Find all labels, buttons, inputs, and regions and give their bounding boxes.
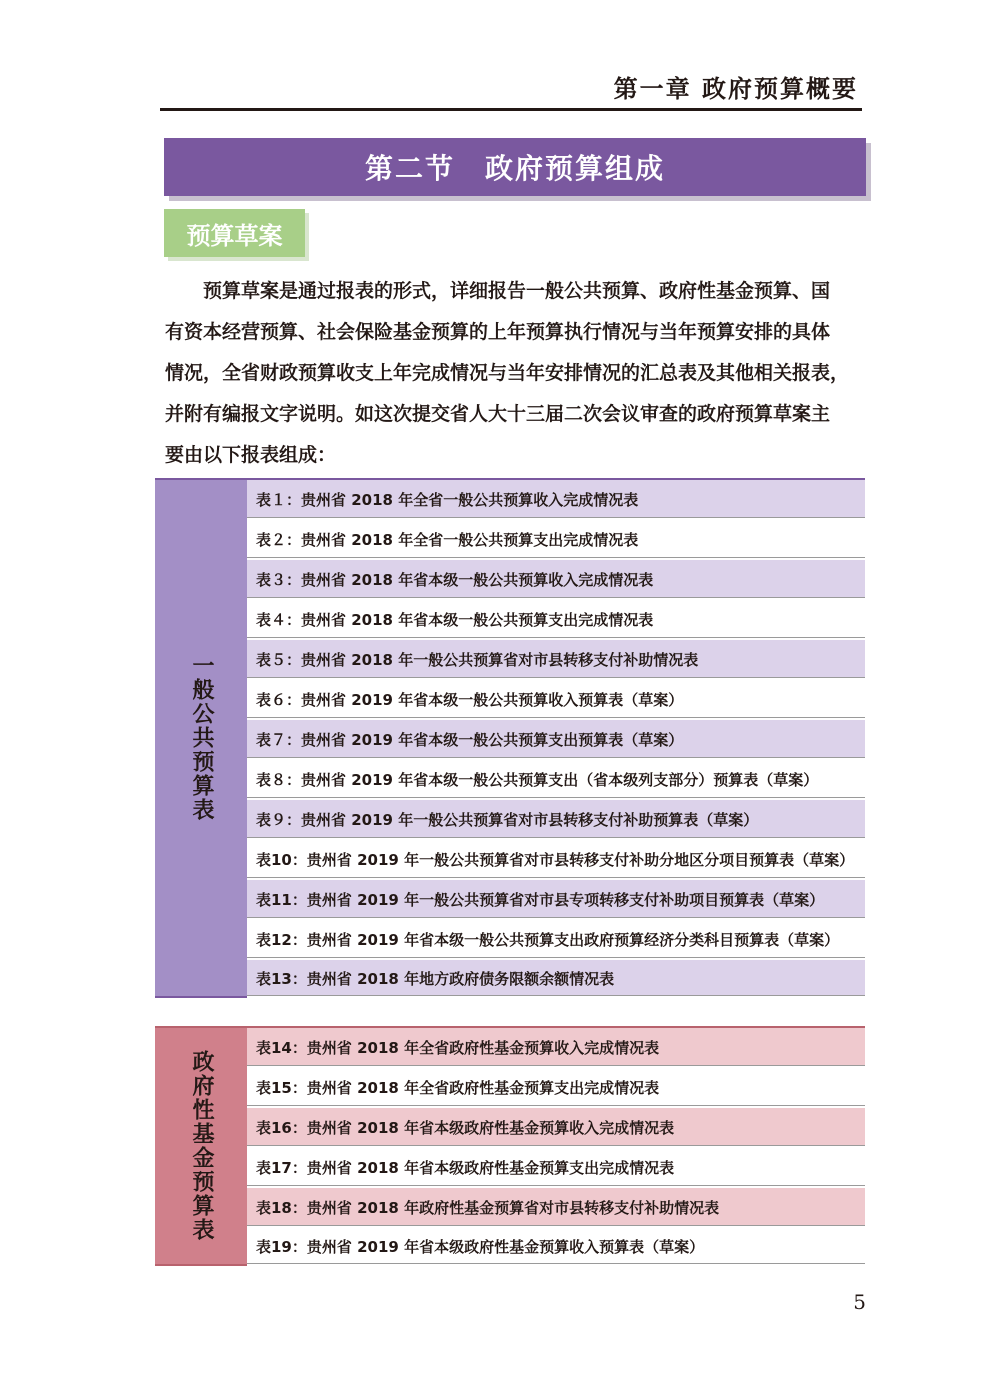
table-list-item-label: 表４：贵州省 2018 年省本级一般公共预算支出完成情况表 [256, 610, 654, 629]
table-list-item [247, 1068, 865, 1108]
paragraph-line: 要由以下报表组成： [165, 444, 337, 466]
group-label-text: 政府性基金预算表 [189, 1050, 214, 1242]
paragraph-line: 并附有编报文字说明。如这次提交省人大十三届二次会议审查的政府预算草案主 [165, 403, 831, 425]
subsection-title: 预算草案 [186, 221, 283, 250]
general-public-budget-group [155, 478, 865, 998]
table-list-item [247, 960, 865, 998]
table-list-item [247, 1028, 865, 1068]
table-list-item-label: 表２：贵州省 2018 年全省一般公共预算支出完成情况表 [256, 530, 639, 549]
chapter-title: 第一章 政府预算概要 [613, 74, 858, 103]
table-list-item [247, 800, 865, 840]
table-list [247, 480, 865, 998]
table-list-item-label: 表７：贵州省 2019 年省本级一般公共预算支出预算表（草案） [256, 730, 684, 749]
table-list-item [247, 1228, 865, 1266]
table-list [247, 1028, 865, 1266]
section-banner [164, 138, 866, 196]
table-list-item [247, 1148, 865, 1188]
table-list-item-label: 表18：贵州省 2018 年政府性基金预算省对市县转移支付补助情况表 [256, 1198, 720, 1217]
intro-paragraph [165, 271, 865, 476]
table-list-item [247, 520, 865, 560]
table-list-item [247, 840, 865, 880]
table-list-item-label: 表１：贵州省 2018 年全省一般公共预算收入完成情况表 [256, 490, 639, 509]
table-list-item-label: 表11：贵州省 2019 年一般公共预算省对市县专项转移支付补助项目预算表（草案） [256, 890, 825, 909]
table-list-item-label: 表12：贵州省 2019 年省本级一般公共预算支出政府预算经济分类科目预算表（草案） [256, 930, 840, 949]
table-list-item [247, 1188, 865, 1228]
table-list-item-label: 表５：贵州省 2018 年一般公共预算省对市县转移支付补助情况表 [256, 650, 699, 669]
table-list-item-label: 表16：贵州省 2018 年省本级政府性基金预算收入完成情况表 [256, 1118, 675, 1137]
table-list-item-label: 表10：贵州省 2019 年一般公共预算省对市县转移支付补助分地区分项目预算表（草案） [256, 850, 855, 869]
table-list-item [247, 1108, 865, 1148]
group-label-text: 一般公共预算表 [189, 654, 214, 822]
paragraph-line: 情况，全省财政预算收支上年完成情况与当年安排情况的汇总表及其他相关报表， [165, 362, 850, 384]
paragraph-line: 有资本经营预算、社会保险基金预算的上年预算执行情况与当年预算安排的具体 [165, 321, 831, 343]
table-list-item [247, 920, 865, 960]
table-list-item [247, 880, 865, 920]
chapter-header [160, 74, 862, 111]
table-list-item-label: 表６：贵州省 2019 年省本级一般公共预算收入预算表（草案） [256, 690, 684, 709]
table-list-item-label: 表17：贵州省 2018 年省本级政府性基金预算支出完成情况表 [256, 1158, 675, 1177]
table-list-item [247, 720, 865, 760]
table-list-item-label: 表15：贵州省 2018 年全省政府性基金预算支出完成情况表 [256, 1078, 660, 1097]
table-list-item [247, 480, 865, 520]
page-number: 5 [853, 1290, 866, 1314]
paragraph-line: 预算草案是通过报表的形式，详细报告一般公共预算、政府性基金预算、国 [203, 280, 831, 302]
table-list-item [247, 560, 865, 600]
table-list-item-label: 表９：贵州省 2019 年一般公共预算省对市县转移支付补助预算表（草案） [256, 810, 759, 829]
table-list-item [247, 640, 865, 680]
table-list-item-label: 表13：贵州省 2018 年地方政府债务限额余额情况表 [256, 969, 615, 988]
group-label [155, 1028, 247, 1264]
table-list-item-label: 表３：贵州省 2018 年省本级一般公共预算收入完成情况表 [256, 570, 654, 589]
subsection-badge [164, 209, 305, 257]
table-list-item-label: 表８：贵州省 2019 年省本级一般公共预算支出（省本级列支部分）预算表（草案） [256, 770, 819, 789]
section-title: 第二节 政府预算组成 [364, 152, 665, 185]
table-list-item [247, 680, 865, 720]
table-list-item-label: 表14：贵州省 2018 年全省政府性基金预算收入完成情况表 [256, 1038, 660, 1057]
table-list-item [247, 600, 865, 640]
table-list-item-label: 表19：贵州省 2019 年省本级政府性基金预算收入预算表（草案） [256, 1237, 705, 1256]
group-label [155, 480, 247, 996]
table-list-item [247, 760, 865, 800]
government-fund-budget-group [155, 1026, 865, 1266]
